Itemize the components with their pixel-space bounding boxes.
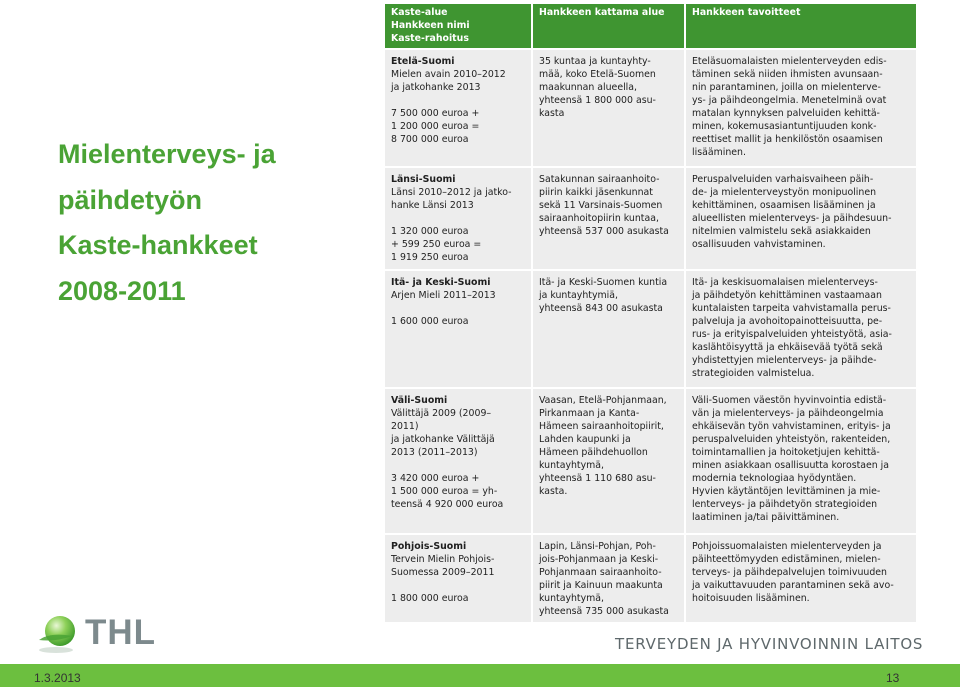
cell-line: modernia teknologiaa hyödyntäen. (692, 473, 857, 484)
cell-line: kehittäminen, osaamisen lisääminen ja (692, 200, 876, 211)
cell-line: päihteettömyyden edistäminen, mielen- (692, 554, 881, 565)
table-row (384, 49, 917, 167)
cell-line: yhteensä 843 00 asukasta (539, 303, 663, 314)
cell-line: laatiminen ja/tai päivittäminen. (692, 512, 840, 523)
cell-line: 3 420 000 euroa + (391, 473, 480, 484)
header-text: Kaste-rahoitus (391, 33, 469, 44)
cell-line: nin parantaminen, joilla on mielenterve- (692, 82, 881, 93)
cell-line: osallisuuden vahvistaminen. (692, 239, 826, 250)
cell-line: hanke Länsi 2013 (391, 200, 474, 211)
cell-line: Hämeen sairaanhoitopiirit, (539, 421, 664, 432)
cell-line: alueellisten mielenterveys- ja päihdesuun- (692, 213, 892, 224)
region-name: Itä- ja Keski-Suomi (391, 277, 491, 288)
cell-goals (685, 270, 917, 388)
cell-line: teensä 4 920 000 euroa (391, 499, 504, 510)
cell-line: kuntalaisten tarpeita vahvistamalla perus- (692, 303, 891, 314)
cell-goals (685, 534, 917, 623)
cell-line: de- ja mielenterveystyön monipuolinen (692, 187, 877, 198)
cell-line: Tervein Mielin Pohjois- (391, 554, 495, 565)
cell-area (532, 388, 685, 534)
table-row (384, 388, 917, 534)
cell-line: Mielen avain 2010–2012 (391, 69, 506, 80)
slide-title (58, 132, 358, 314)
header-text: Hankkeen kattama alue (539, 7, 665, 18)
cell-line: mää, koko Etelä-Suomen (539, 69, 656, 80)
institute-name: TERVEYDEN JA HYVINVOINNIN LAITOS (615, 635, 924, 653)
cell-line: 1 500 000 euroa = yh- (391, 486, 498, 497)
logo-text: THL (85, 613, 157, 652)
cell-line: strategioiden valmistelua. (692, 368, 815, 379)
cell-line: 1 320 000 euroa (391, 226, 469, 237)
cell-line: 1 800 000 euroa (391, 593, 469, 604)
cell-line: yhteensä 735 000 asukasta (539, 606, 669, 617)
cell-line: 8 700 000 euroa (391, 134, 469, 145)
header-area (532, 3, 685, 49)
cell-line: Länsi 2010–2012 ja jatko- (391, 187, 512, 198)
cell-region-project (384, 270, 532, 388)
cell-line: lenterveys- ja päihdetyön strategioiden (692, 499, 878, 510)
cell-line: ja jatkohanke Välittäjä (391, 434, 495, 445)
cell-line: piirin kaikki jäsenkunnat (539, 187, 653, 198)
cell-line: yhteensä 1 800 000 asu- (539, 95, 656, 106)
cell-line: kasta. (539, 486, 568, 497)
cell-line: rus- ja erityispalveluiden yhteistyötä, asia- (692, 329, 892, 340)
cell-line: täminen sekä niiden ihmisten avunsaan- (692, 69, 883, 80)
footer-date: 1.3.2013 (34, 671, 81, 685)
cell-line: yhteensä 1 110 680 asu- (539, 473, 656, 484)
cell-line: kasta (539, 108, 565, 119)
cell-line: Hämeen päihdehuollon (539, 447, 648, 458)
cell-line: hoitoisuuden lisääminen. (692, 593, 810, 604)
region-name: Etelä-Suomi (391, 56, 455, 67)
funding (391, 592, 525, 605)
cell-line: Pohjanmaan sairaanhoito- (539, 567, 662, 578)
cell-line: ja kuntayhtymiä, (539, 290, 618, 301)
header-region (384, 3, 532, 49)
region-name: Pohjois-Suomi (391, 541, 467, 552)
cell-line: nitelmien valmistelu sekä asiakkaiden (692, 226, 871, 237)
cell-line: 1 200 000 euroa = (391, 121, 480, 132)
cell-goals (685, 49, 917, 167)
cell-region-project (384, 49, 532, 167)
cell-line: lisääminen. (692, 147, 746, 158)
cell-line: Eteläsuomalaisten mielenterveyden edis- (692, 56, 887, 67)
cell-goals (685, 388, 917, 534)
cell-line: reettiset mallit ja henkilöstön osaamisen (692, 134, 883, 145)
funding (391, 225, 525, 264)
table-row (384, 534, 917, 623)
cell-line: ys- ja päihdeongelmia. Menetelminä ovat (692, 95, 887, 106)
cell-area (532, 167, 685, 270)
cell-line: Välittäjä 2009 (2009– (391, 408, 492, 419)
kaste-projects-table (383, 2, 916, 624)
cell-line: kaslähtöisyyttä ja ehkäisevää työtä sekä (692, 342, 883, 353)
cell-line: ehkäisevän työn vahvistaminen, erityis- ja (692, 421, 891, 432)
thl-logo (36, 612, 166, 654)
cell-line: Hyvien käytäntöjen levittäminen ja mie- (692, 486, 881, 497)
cell-line: 2013 (2011–2013) (391, 447, 478, 458)
projects-table (383, 2, 918, 624)
cell-line: Itä- ja Keski-Suomen kuntia (539, 277, 668, 288)
table-header-row (384, 3, 917, 49)
cell-line: Peruspalveluiden varhaisvaiheen päih- (692, 174, 874, 185)
cell-line: ja vaikuttavuuden parantaminen sekä avo- (692, 580, 894, 591)
page-number: 13 (886, 671, 900, 685)
region-name: Väli-Suomi (391, 395, 448, 406)
funding (391, 107, 525, 146)
cell-line: Suomessa 2009–2011 (391, 567, 495, 578)
cell-region-project (384, 534, 532, 623)
cell-line: palveluja ja avohoitopainotteisuutta, pe- (692, 316, 883, 327)
cell-line: sairaanhoitopiirin kuntaa, (539, 213, 659, 224)
cell-line: yhdistettyjen mielenterveys- ja päihde- (692, 355, 877, 366)
funding (391, 472, 525, 511)
cell-area (532, 534, 685, 623)
cell-line: matalan kynnyksen palveluiden kehittä- (692, 108, 880, 119)
cell-line: jois-Pohjanmaan ja Keski- (539, 554, 659, 565)
cell-line: ja päihdetyön kehittäminen vastaamaan (692, 290, 882, 301)
header-text: Kaste-alue (391, 7, 448, 18)
cell-line: minen asiakkaan osallisuutta korostaen ja (692, 460, 890, 471)
cell-line: Vaasan, Etelä-Pohjanmaan, (539, 395, 667, 406)
cell-line: Itä- ja keskisuomalaisen mielenterveys- (692, 277, 878, 288)
cell-line: 2011) (391, 421, 419, 432)
cell-area (532, 270, 685, 388)
cell-line: yhteensä 537 000 asukasta (539, 226, 669, 237)
cell-line: Pirkanmaan ja Kanta- (539, 408, 640, 419)
cell-line: + 599 250 euroa = (391, 239, 482, 250)
cell-line: terveys- ja päihdepalvelujen toimivuuden (692, 567, 888, 578)
cell-line: Väli-Suomen väestön hyvinvointia edistä- (692, 395, 887, 406)
title-line: Mielenterveys- ja (58, 139, 276, 169)
cell-line: 1 919 250 euroa (391, 252, 469, 263)
cell-line: Arjen Mieli 2011–2013 (391, 290, 496, 301)
cell-line: vän ja mielenterveys- ja päihdeongelmia (692, 408, 884, 419)
table-body (384, 49, 917, 623)
cell-line: 1 600 000 euroa (391, 316, 469, 327)
cell-line: 35 kuntaa ja kuntayhty- (539, 56, 651, 67)
cell-line: piirit ja Kainuun maakunta (539, 580, 663, 591)
table-row (384, 270, 917, 388)
cell-line: 7 500 000 euroa + (391, 108, 480, 119)
cell-line: kuntayhtymä, (539, 593, 605, 604)
cell-line: sekä 11 Varsinais-Suomen (539, 200, 663, 211)
header-text: Hankkeen tavoitteet (692, 7, 801, 18)
funding (391, 315, 525, 328)
cell-line: Satakunnan sairaanhoito- (539, 174, 660, 185)
title-line: Kaste-hankkeet (58, 230, 258, 260)
cell-line: Lahden kaupunki ja (539, 434, 631, 445)
cell-line: toimintamallien ja hoitoketjujen kehittä- (692, 447, 880, 458)
cell-goals (685, 167, 917, 270)
table-row (384, 167, 917, 270)
footer-bar (0, 664, 960, 687)
thl-ball-icon (36, 612, 78, 654)
cell-area (532, 49, 685, 167)
cell-line: minen, kokemusasiantuntijuuden konk- (692, 121, 877, 132)
header-goals (685, 3, 917, 49)
cell-region-project (384, 388, 532, 534)
title-line: päihdetyön (58, 184, 203, 215)
cell-line: peruspalveluiden yhteistyön, rakenteiden, (692, 434, 891, 445)
header-text: Hankkeen nimi (391, 20, 470, 31)
title-line: 2008-2011 (58, 275, 186, 306)
cell-line: maakunnan alueella, (539, 82, 638, 93)
cell-line: Pohjoissuomalaisten mielenterveyden ja (692, 541, 882, 552)
region-name: Länsi-Suomi (391, 174, 456, 185)
cell-line: kuntayhtymä, (539, 460, 605, 471)
cell-line: Lapin, Länsi-Pohjan, Poh- (539, 541, 656, 552)
cell-region-project (384, 167, 532, 270)
cell-line: ja jatkohanke 2013 (391, 82, 481, 93)
